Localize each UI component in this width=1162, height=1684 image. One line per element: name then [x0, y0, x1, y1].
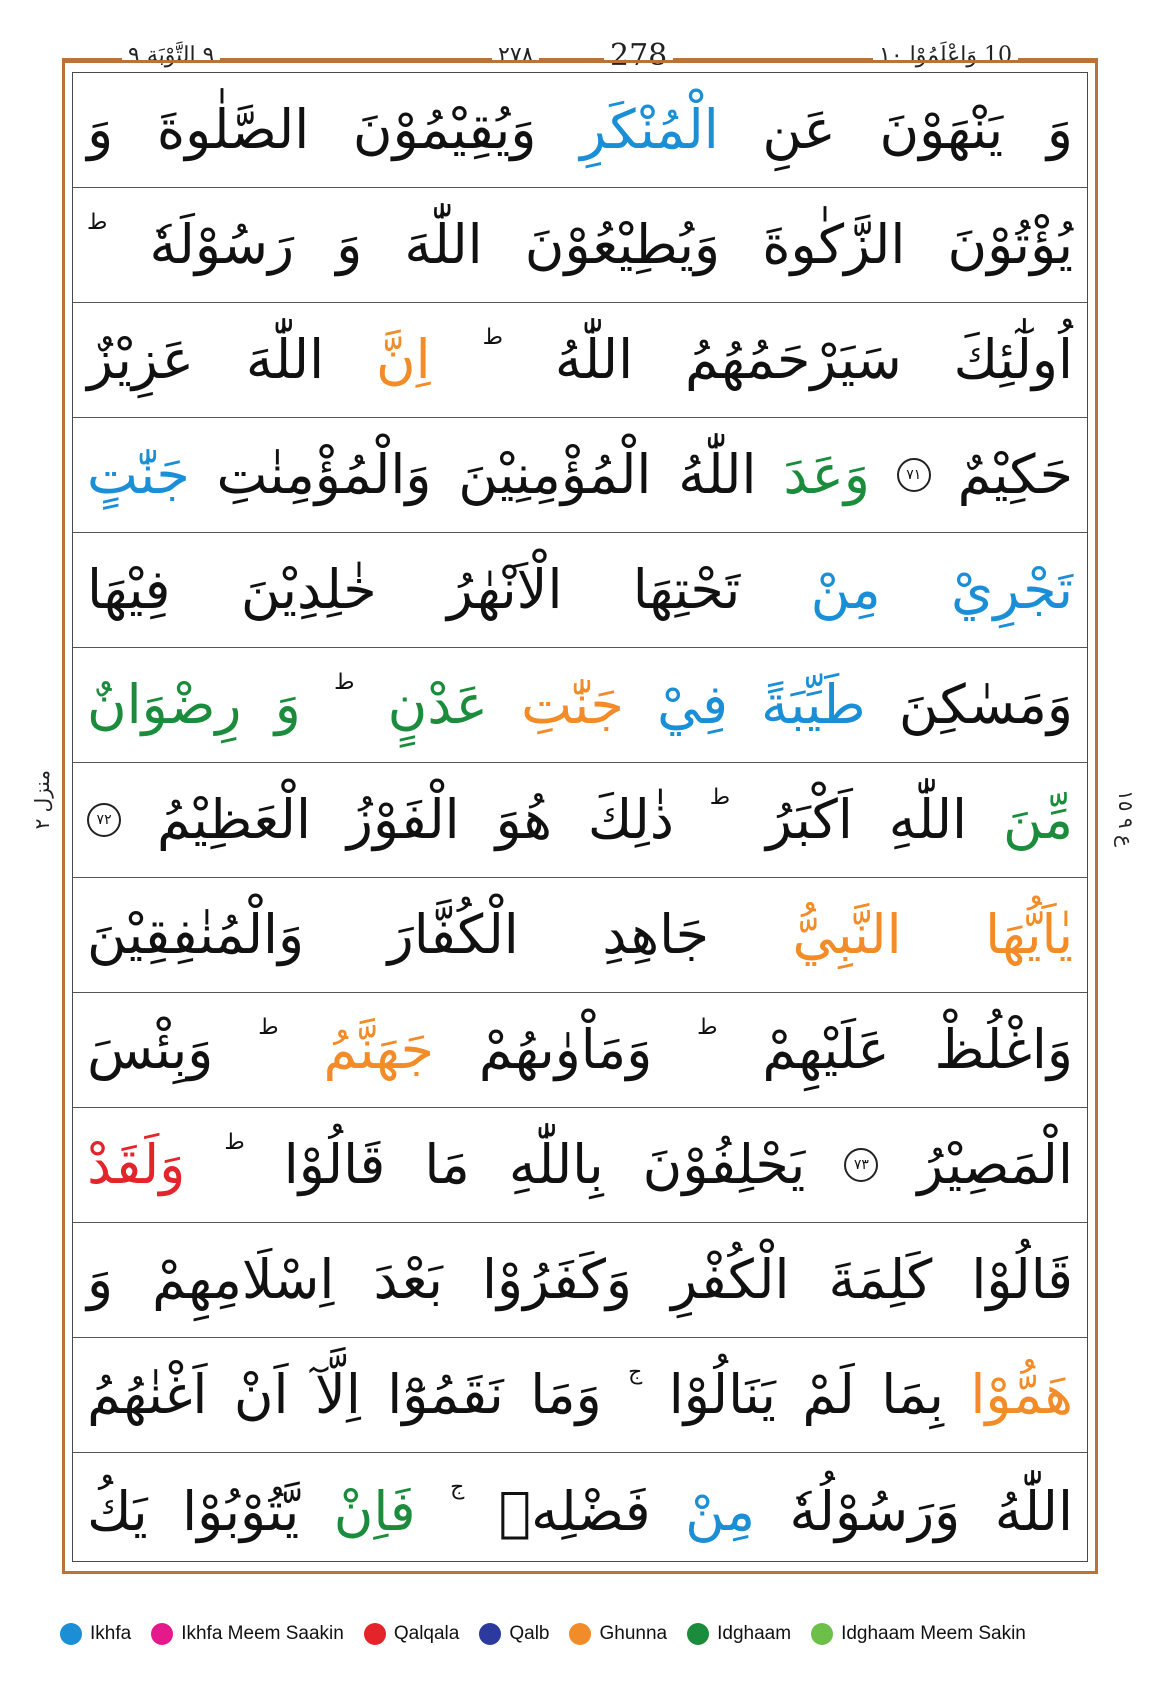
- legend-label: Qalb: [509, 1623, 550, 1644]
- legend-dot: [479, 1623, 501, 1645]
- word: سَيَرْحَمُهُمُ: [685, 328, 902, 391]
- word: قَالُوْا: [971, 1248, 1073, 1311]
- word: وَيُطِيْعُوْنَ: [524, 213, 721, 276]
- quran-text: [73, 73, 1087, 1570]
- legend-dot: [151, 1623, 173, 1645]
- waqf-sign: ط: [334, 670, 355, 695]
- text-line-6: [73, 648, 1087, 763]
- word-idghaam: فَاِنْ: [333, 1479, 416, 1543]
- word: وَمَاْوٰىهُمْ: [478, 1018, 653, 1081]
- text-line-3: [73, 303, 1087, 418]
- word: يَنْهَوْنَ: [879, 98, 1004, 161]
- word: يُؤْتُوْنَ: [947, 213, 1073, 276]
- legend-dot: [364, 1623, 386, 1645]
- legend-item-qalqala: [364, 1623, 460, 1645]
- ayah-number: ٧٣: [844, 1148, 878, 1182]
- legend-item-qalb: [479, 1623, 549, 1645]
- waqf-sign: ط: [87, 210, 108, 235]
- word: الْكُفْرِ: [671, 1248, 790, 1311]
- word: وَبِئْسَ: [87, 1018, 214, 1081]
- word-ikhfa: جَنّٰتٍ: [87, 443, 190, 506]
- word: يَّتُوْبُوْا: [182, 1479, 300, 1543]
- word-ghunna: جَنّٰتِ: [521, 673, 624, 736]
- legend-item-idghaam: [687, 1623, 791, 1645]
- word-ikhfa: مِنْ: [810, 558, 881, 621]
- ayah-number: ٧١: [897, 458, 931, 492]
- legend-label: Ghunna: [599, 1623, 668, 1644]
- word: وَ: [1046, 98, 1073, 161]
- word-ghunna: النَّبِيُّ: [792, 903, 902, 966]
- word-idghaam: عَدْنٍ: [387, 673, 488, 736]
- text-line-7: [73, 763, 1087, 878]
- word-ghunna: اِنَّ: [376, 328, 431, 391]
- word: اُولٰٓئِكَ: [953, 328, 1073, 391]
- word: الْفَوْزُ: [346, 788, 460, 851]
- text-line-12: [73, 1338, 1087, 1453]
- word: وَ: [336, 213, 363, 276]
- word: الصَّلٰوةَ: [156, 98, 310, 161]
- word: مَا: [424, 1133, 470, 1196]
- word: يَكُ: [87, 1479, 148, 1543]
- word: الزَّكٰوةَ: [762, 213, 906, 276]
- word-ghunna: جَهَنَّمُ: [323, 1018, 434, 1081]
- word: بِاللّٰهِ: [508, 1133, 604, 1196]
- waqf-sign: ط: [697, 1015, 718, 1040]
- word: وَ: [87, 98, 114, 161]
- word: ذٰلِكَ: [587, 788, 674, 851]
- legend-item-ghunna: [569, 1623, 667, 1645]
- word-idghaam: وَ: [274, 673, 301, 736]
- word-ikhfa: طَيِّبَةً: [761, 673, 866, 736]
- word: جَاهِدِ: [602, 903, 709, 966]
- word: وَالْمُنٰفِقِيْنَ: [87, 903, 305, 966]
- ayah-number: ٧٢: [87, 803, 121, 837]
- word-ghunna: هَمُّوْا: [970, 1363, 1073, 1426]
- word: يَنَالُوْا: [668, 1363, 776, 1426]
- word: اِسْلَامِهِمْ: [152, 1248, 335, 1311]
- word-idghaam: وَعَدَ: [783, 443, 870, 506]
- legend-dot: [687, 1623, 709, 1645]
- word: عَزِيْزٌ: [87, 328, 194, 391]
- word: الْكُفَّارَ: [387, 903, 519, 966]
- word-ghunna: يٰاَيُّهَا: [985, 903, 1073, 966]
- surah-name: ٩ التَّوْبَة ٩: [122, 38, 220, 74]
- word-ikhfa: الْمُنْكَرِ: [580, 98, 719, 161]
- word: الْاَنْهٰرُ: [446, 558, 563, 621]
- word: خٰلِدِيْنَ: [240, 558, 377, 621]
- text-line-11: [73, 1223, 1087, 1338]
- legend-item-idghaam-meem-sakin: [811, 1623, 1026, 1645]
- text-line-9: [73, 993, 1087, 1108]
- legend-item-ikhfa: [60, 1623, 131, 1645]
- waqf-sign: ط: [482, 325, 503, 350]
- legend-dot: [811, 1623, 833, 1645]
- word: الْمَصِيْرُ: [917, 1133, 1073, 1196]
- word: نَقَمُوْٓا: [387, 1363, 504, 1426]
- waqf-sign: ج: [450, 1475, 465, 1500]
- word: وَاغْلُظْ: [934, 1018, 1073, 1081]
- word: كَلِمَةَ: [828, 1248, 933, 1311]
- ruku-marker: ع ٩ ١٥: [1114, 790, 1138, 847]
- word: اللّٰهُ: [994, 1479, 1073, 1543]
- word: وَكَفَرُوْا: [482, 1248, 632, 1311]
- legend-label: Ikhfa Meem Saakin: [181, 1623, 344, 1644]
- waqf-sign: ط: [709, 785, 731, 810]
- text-line-8: [73, 878, 1087, 993]
- legend-dot: [60, 1623, 82, 1645]
- word: اَغْنٰهُمُ: [87, 1363, 208, 1426]
- word: عَلَيْهِمْ: [762, 1018, 890, 1081]
- waqf-sign: ط: [224, 1130, 245, 1155]
- word: هُوَ: [495, 788, 552, 851]
- tajweed-legend: [60, 1616, 1120, 1652]
- juz-name: 10 وَاعْلَمُوْا ١٠: [873, 38, 1018, 74]
- word-qalqala: وَلَقَدْ: [87, 1133, 186, 1196]
- word: فَضْلِهٖ: [498, 1479, 651, 1543]
- word: بِمَا: [881, 1363, 944, 1426]
- word: وَمَسٰكِنَ: [898, 673, 1073, 736]
- word-ikhfa: تَجْرِيْ: [951, 558, 1073, 621]
- word: يَحْلِفُوْنَ: [642, 1133, 806, 1196]
- waqf-sign: ج: [628, 1360, 643, 1385]
- word: لَمْ: [802, 1363, 855, 1426]
- word: عَنِ: [762, 98, 836, 161]
- word: رَسُوْلَهٗ: [149, 213, 295, 276]
- legend-label: Idghaam Meem Sakin: [841, 1623, 1026, 1644]
- legend-dot: [569, 1623, 591, 1645]
- legend-label: Idghaam: [717, 1623, 792, 1644]
- word: اللّٰهَ: [245, 328, 325, 391]
- word: اِلَّآ: [315, 1363, 361, 1426]
- word: الْمُؤْمِنِيْنَ: [458, 443, 652, 506]
- word: اللّٰهِ: [888, 788, 968, 851]
- word-idghaam: رِضْوَانٌ: [87, 673, 242, 736]
- word: وَالْمُؤْمِنٰتِ: [216, 443, 432, 506]
- word: قَالُوْا: [283, 1133, 386, 1196]
- waqf-sign: ط: [258, 1015, 279, 1040]
- word: وَيُقِيْمُوْنَ: [352, 98, 537, 161]
- word: اللّٰهُ: [678, 443, 757, 506]
- word: وَرَسُوْلُهٗ: [789, 1479, 961, 1543]
- legend-item-ikhfa-meem-saakin: [151, 1623, 344, 1645]
- text-line-13: [73, 1453, 1087, 1570]
- manzil-marker: منزل ٢: [30, 770, 54, 830]
- word: وَ: [87, 1248, 114, 1311]
- legend-label: Ikhfa: [90, 1623, 132, 1644]
- word: اَنْ: [233, 1363, 289, 1426]
- word: فِيْهَا: [87, 558, 171, 621]
- word: بَعْدَ: [373, 1248, 443, 1311]
- word: حَكِيْمٌ: [957, 443, 1073, 506]
- text-line-1: [73, 73, 1087, 188]
- text-line-10: [73, 1108, 1087, 1223]
- word: اللّٰهُ: [554, 328, 634, 391]
- page-number-urdu: ٢٧٨: [492, 38, 539, 74]
- legend-label: Qalqala: [393, 1623, 460, 1644]
- word: تَحْتِهَا: [632, 558, 741, 621]
- word: وَمَا: [530, 1363, 602, 1426]
- word-ikhfa: مِنْ: [685, 1479, 756, 1543]
- text-line-5: [73, 533, 1087, 648]
- word-idghaam: مِّنَ: [1002, 788, 1073, 851]
- word-ikhfa: فِيْ: [657, 673, 728, 736]
- word: اللّٰهَ: [404, 213, 483, 276]
- word: اَكْبَرُ: [766, 788, 853, 851]
- word: الْعَظِيْمُ: [156, 788, 312, 851]
- text-line-2: [73, 188, 1087, 303]
- page-number: 278: [604, 38, 673, 74]
- text-line-4: [73, 418, 1087, 533]
